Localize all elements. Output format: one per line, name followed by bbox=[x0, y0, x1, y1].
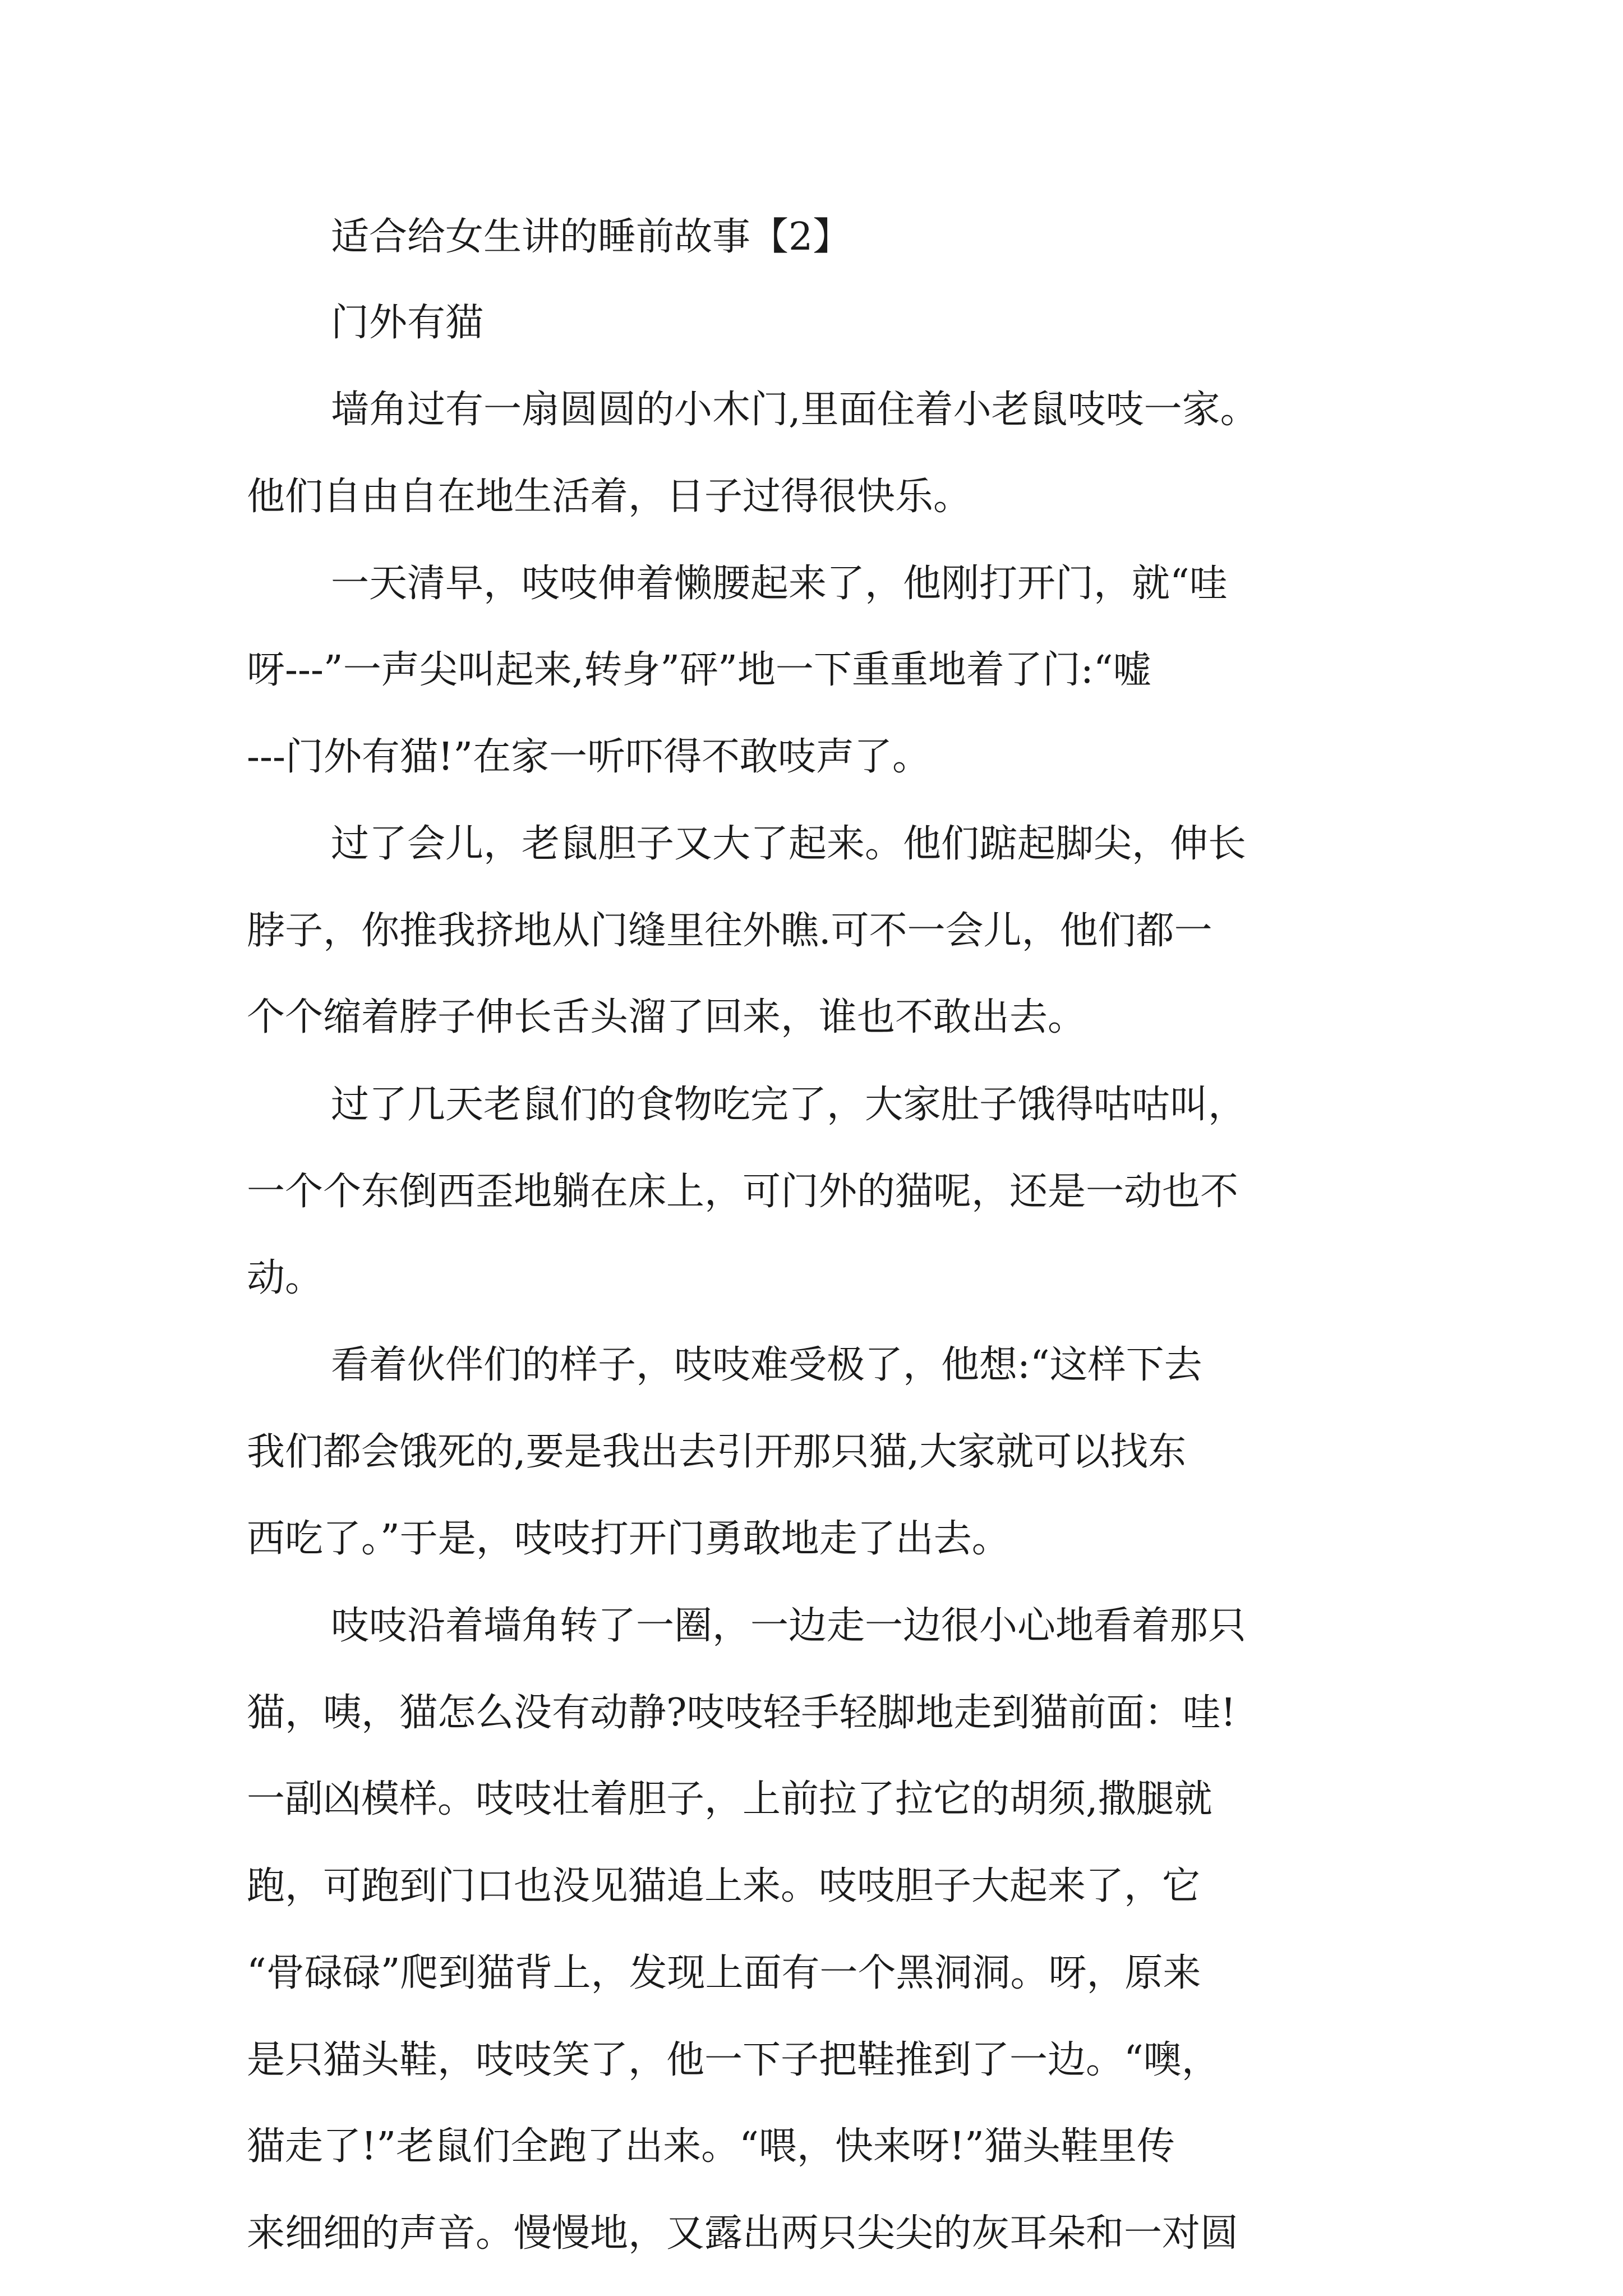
paragraph-line: 是只猫头鞋，吱吱笑了，他一下子把鞋推到了一边。“噢， bbox=[247, 2038, 1220, 2082]
paragraph-line: 一天清早，吱吱伸着懒腰起来了，他刚打开门，就“哇 bbox=[331, 562, 1228, 606]
paragraph-line: 跑，可跑到门口也没见猫追上来。吱吱胆子大起来了，它 bbox=[247, 1864, 1201, 1908]
paragraph-line: 动。 bbox=[247, 1256, 324, 1300]
paragraph-line: 看着伙伴们的样子，吱吱难受极了，他想:“这样下去 bbox=[331, 1343, 1202, 1387]
paragraph-line: 猫走了!”老鼠们全跑了出来。“喂，快来呀!”猫头鞋里传 bbox=[247, 2124, 1175, 2169]
paragraph-line: 我们都会饿死的,要是我出去引开那只猫,大家就可以找东 bbox=[247, 1430, 1187, 1474]
paragraph-line: 过了几天老鼠们的食物吃完了，大家肚子饿得咕咕叫， bbox=[331, 1083, 1247, 1127]
paragraph-line: 来细细的声音。慢慢地，又露出两只尖尖的灰耳朵和一对圆 bbox=[247, 2211, 1239, 2256]
paragraph-line: 个个缩着脖子伸长舌头溜了回来，谁也不敢出去。 bbox=[247, 995, 1086, 1039]
paragraph-line: 过了会儿，老鼠胆子又大了起来。他们踮起脚尖，伸长 bbox=[331, 822, 1247, 866]
paragraph-line: 呀---”一声尖叫起来,转身”砰”地一下重重地着了门:“嘘 bbox=[247, 648, 1151, 692]
paragraph-line: “骨碌碌”爬到猫背上，发现上面有一个黑洞洞。呀，原来 bbox=[247, 1951, 1201, 1995]
paragraph-line: 猫，咦，猫怎么没有动静?吱吱轻手轻脚地走到猫前面：哇! bbox=[247, 1691, 1236, 1735]
paragraph-line: 一副凶模样。吱吱壮着胆子，上前拉了拉它的胡须,撒腿就 bbox=[247, 1777, 1212, 1821]
document-heading: 适合给女生讲的睡前故事【2】 bbox=[331, 215, 851, 259]
paragraph-line: 西吃了。”于是，吱吱打开门勇敢地走了出去。 bbox=[247, 1517, 1010, 1561]
paragraph-line: 他们自由自在地生活着，日子过得很快乐。 bbox=[247, 475, 972, 519]
paragraph-line: 吱吱沿着墙角转了一圈，一边走一边很小心地看着那只 bbox=[331, 1604, 1247, 1648]
story-title: 门外有猫 bbox=[331, 301, 484, 345]
paragraph-line: 墙角过有一扇圆圆的小木门,里面住着小老鼠吱吱一家。 bbox=[331, 388, 1258, 432]
paragraph-line: ---门外有猫!”在家一听吓得不敢吱声了。 bbox=[247, 735, 931, 779]
paragraph-line: 一个个东倒西歪地躺在床上，可门外的猫呢，还是一动也不 bbox=[247, 1170, 1239, 1214]
paragraph-line: 脖子，你推我挤地从门缝里往外瞧.可不一会儿，他们都一 bbox=[247, 909, 1212, 953]
